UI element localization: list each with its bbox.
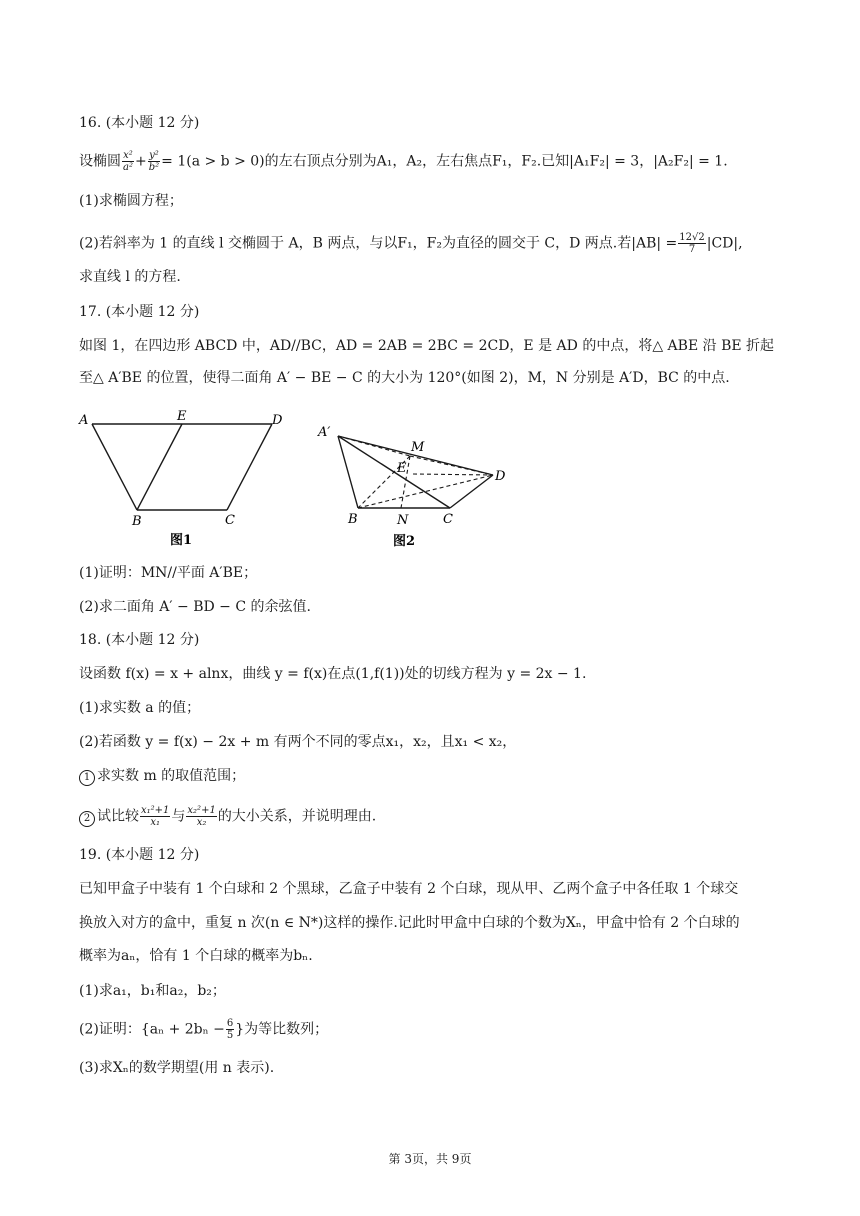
q18-sub2: 2 试比较 $\frac{\text{x₁²+1}}{\text{x₁}}$ 与 $\frac{\text{x₂²+1}}{\text{x₂}}$ 的大小关系，并说明理由. — [79, 805, 376, 828]
fraction: $\frac{\text{x₂²+1}}{\text{x₂}}$ — [187, 805, 216, 828]
label-A-prime: A′ — [318, 425, 331, 440]
q18-part2: (2)若函数 y = f(x) − 2x + m 有两个不同的零点x₁，x₂，且x₁ < x₂， — [79, 734, 517, 750]
q16-heading: 16. (本小题 12 分) — [79, 115, 200, 131]
label-D: D — [495, 469, 506, 484]
fraction: $\frac{\text{x₁²+1}}{\text{x₁}}$ — [141, 805, 170, 828]
label-B: B — [348, 512, 358, 527]
q18-heading: 18. (本小题 12 分) — [79, 632, 200, 648]
circled-number: 1 — [79, 770, 95, 786]
q17-heading: 17. (本小题 12 分) — [79, 304, 200, 320]
label-M: M — [411, 440, 425, 455]
label-N: N — [397, 513, 409, 528]
q16-part2-cont: 求直线 l 的方程. — [79, 269, 181, 285]
label-C: C — [225, 513, 235, 528]
q19-heading: 19. (本小题 12 分) — [79, 847, 200, 863]
q16-part1: (1)求椭圆方程； — [79, 193, 183, 209]
circled-number: 2 — [79, 811, 95, 827]
q18-part1: (1)求实数 a 的值； — [79, 700, 201, 716]
q19-part3: (3)求Xₙ的数学期望(用 n 表示). — [79, 1060, 275, 1076]
q19-part1: (1)求a₁，b₁和a₂，b₂； — [79, 983, 226, 999]
label-D: D — [272, 413, 283, 428]
figure-2-folded — [313, 420, 518, 552]
fraction: $\frac{\text{x²}}{\text{a²}}$ — [123, 150, 133, 173]
label-E: E — [397, 461, 407, 476]
q19-part2: (2)证明：{aₙ + 2bₙ − $\frac{6}{5}$ }为等比数列； — [79, 1018, 329, 1041]
q19-stem-line2: 换放入对方的盒中，重复 n 次(n ∈ N*)这样的操作.记此时甲盒中白球的个数为Xₙ，甲盒中恰有 2 个白球的 — [79, 915, 740, 931]
label-A: A — [79, 413, 89, 428]
fraction: $\frac{\text{y²}}{\text{b²}}$ — [148, 150, 160, 173]
q18-stem: 设函数 f(x) = x + alnx，曲线 y = f(x)在点(1,f(1))处的切线方程为 y = 2x − 1. — [79, 666, 587, 682]
q19-stem-line3: 概率为aₙ，恰有 1 个白球的概率为bₙ. — [79, 948, 313, 964]
q19-stem-line1: 已知甲盒子中装有 1 个白球和 2 个黑球，乙盒子中装有 2 个白球，现从甲、乙两个盒子中各任取 1 个球交 — [79, 881, 739, 897]
label-E: E — [177, 409, 187, 424]
q17-part2: (2)求二面角 A′ − BD − C 的余弦值. — [79, 599, 311, 615]
q16-part2: (2)若斜率为 1 的直线 l 交椭圆于 A，B 两点，与以F₁，F₂为直径的圆交于 C，D 两点.若|AB| = $\frac{12√2}{7}$ |CD|, — [79, 232, 743, 255]
label-B: B — [132, 514, 142, 529]
label-C: C — [443, 512, 453, 527]
q17-stem-line1: 如图 1，在四边形 ABCD 中，AD//BC，AD = 2AB = 2BC = 2CD，E 是 AD 的中点，将△ ABE 沿 BE 折起 — [79, 338, 775, 354]
page-footer: 第 3页，共 9页 — [388, 1152, 472, 1166]
figure-1-trapezoid — [76, 406, 291, 554]
fraction: $\frac{6}{5}$ — [226, 1018, 234, 1041]
q16-stem: 设椭圆 $\frac{\text{x²}}{\text{a²}}$ + $\frac{\text{y²}}{\text{b²}}$ = 1(a > b > 0)的左右顶点分别为A₁，A₂，左右焦点F₁，F₂.已知|A₁F₂| = 3，|A₂F₂| = 1. — [79, 150, 728, 173]
q17-part1: (1)证明：MN//平面 A′BE； — [79, 565, 258, 581]
figure-1-caption: 图1 — [170, 533, 193, 548]
fraction: $\frac{12√2}{7}$ — [679, 232, 705, 255]
q17-stem-line2: 至△ A′BE 的位置，使得二面角 A′ − BE − C 的大小为 120°(如图 2)，M，N 分别是 A′D，BC 的中点. — [79, 370, 730, 386]
figure-2-caption: 图2 — [393, 534, 416, 549]
q18-sub1: 1 求实数 m 的取值范围； — [79, 766, 245, 786]
